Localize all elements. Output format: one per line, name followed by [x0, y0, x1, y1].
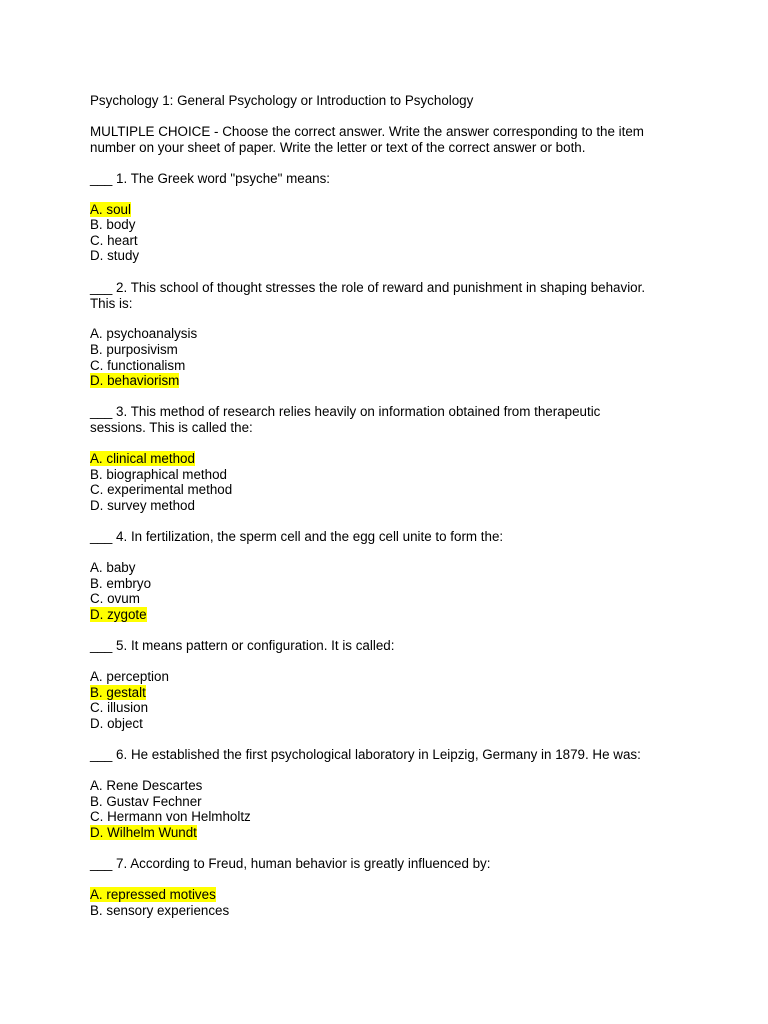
question-4-option-a: A. baby: [90, 560, 136, 575]
question-5-option-b: [90, 685, 146, 701]
question-4: ___ 4. In fertilization, the sperm cell and the egg cell unite to form the:: [90, 529, 504, 544]
question-5-option-a: A. perception: [90, 669, 169, 684]
question-7: ___ 7. According to Freud, human behavior is greatly influenced by:: [90, 856, 491, 871]
document-title: Psychology 1: General Psychology or Introduction to Psychology: [90, 93, 474, 108]
question-5-option-c: C. illusion: [90, 700, 149, 715]
question-2: ___ 2. This school of thought stresses the role of reward and punishment in shaping behavior. This is:: [90, 280, 646, 311]
question-5-option-d: D. object: [90, 716, 143, 731]
correct-answer-highlight: A. clinical method: [90, 451, 195, 466]
question-6: ___ 6. He established the first psychological laboratory in Leipzig, Germany in 1879. He was:: [90, 747, 641, 762]
question-2-option-d: [90, 373, 179, 389]
question-1-option-b: B. body: [90, 217, 136, 232]
question-6-option-d: [90, 825, 197, 841]
question-1-option-d: D. study: [90, 248, 140, 263]
question-1-option-c: C. heart: [90, 233, 138, 248]
question-6-option-b: B. Gustav Fechner: [90, 794, 202, 809]
question-2-option-c: C. functionalism: [90, 358, 186, 373]
question-4-option-d: [90, 607, 147, 623]
question-6-option-c: C. Hermann von Helmholtz: [90, 809, 251, 824]
question-6-option-a: A. Rene Descartes: [90, 778, 203, 793]
question-4-option-b: B. embryo: [90, 576, 152, 591]
correct-answer-highlight: B. gestalt: [90, 685, 146, 700]
correct-answer-highlight: D. zygote: [90, 607, 147, 622]
correct-answer-highlight: D. Wilhelm Wundt: [90, 825, 197, 840]
question-3: ___ 3. This method of research relies heavily on information obtained from therapeutic sessions. This is called the:: [90, 404, 601, 435]
question-7-option-b: B. sensory experiences: [90, 903, 230, 918]
instructions: [90, 124, 690, 155]
question-2-option-b: B. purposivism: [90, 342, 178, 357]
question-7-option-a: [90, 887, 216, 903]
question-1: ___ 1. The Greek word "psyche" means:: [90, 171, 330, 186]
correct-answer-highlight: D. behaviorism: [90, 373, 180, 388]
question-4-option-c: C. ovum: [90, 591, 140, 606]
question-3-option-b: B. biographical method: [90, 467, 227, 482]
correct-answer-highlight: A. repressed motives: [90, 887, 216, 902]
question-3-option-a: [90, 451, 195, 467]
question-5: ___ 5. It means pattern or configuration. It is called:: [90, 638, 395, 653]
correct-answer-highlight: A. soul: [90, 202, 131, 217]
question-2-option-a: A. psychoanalysis: [90, 326, 198, 341]
question-3-option-d: D. survey method: [90, 498, 195, 513]
instructions-heading: MULTIPLE CHOICE: [90, 124, 211, 139]
instructions-text: - Choose the correct answer. Write the answer corresponding to the item number on your sheet of paper. Write the letter or text of the correct answer or both.: [90, 124, 644, 155]
question-1-option-a: [90, 202, 131, 218]
question-3-option-c: C. experimental method: [90, 482, 233, 497]
